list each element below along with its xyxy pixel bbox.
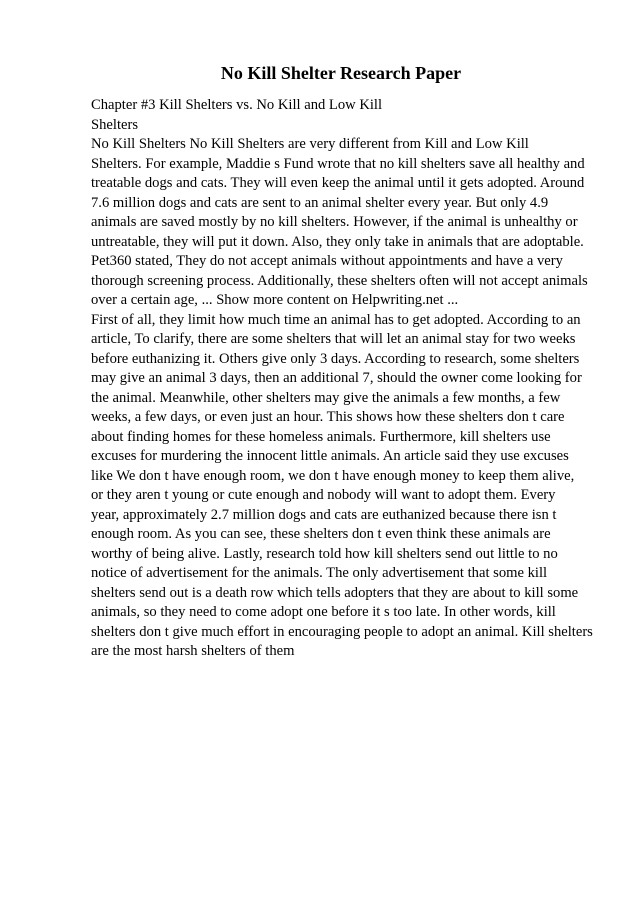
text-line: weeks, a few days, or even just an hour. This shows how these shelters don t care [91,409,565,425]
text-line: treatable dogs and cats. They will even keep the animal until it gets adopted. Around [91,175,585,191]
body-text [91,96,631,662]
text-line: thorough screening process. Additionally, these shelters often will not accept animals [91,272,588,289]
text-line: over a certain age, ... Show more content on Helpwriting.net ... [91,292,459,308]
page-title: No Kill Shelter Research Paper [220,63,462,83]
text-line: may give an animal 3 days, then an additional 7, should the owner come looking for [91,370,582,386]
text-line: Chapter #3 Kill Shelters vs. No Kill and Low Kill [91,97,383,113]
text-line: notice of advertisement for the animals. The only advertisement that some kill [91,565,548,581]
text-line: the animal. Meanwhile, other shelters may give the animals a few months, a few [91,389,561,406]
text-line: about finding homes for these homeless animals. Furthermore, kill shelters use [91,428,551,445]
text-line: shelters send out is a death row which tells adopters that they are about to kill some [91,584,579,601]
text-line: untreatable, they will put it down. Also, they only take in animals that are adoptable. [91,233,584,250]
text-line: Shelters. For example, Maddie s Fund wrote that no kill shelters save all healthy and [91,155,585,172]
text-line: excuses for murdering the innocent little animals. An article said they use excuses [91,448,569,464]
text-line: like We don t have enough room, we don t have enough money to keep them alive, [91,467,575,484]
text-line: No Kill Shelters No Kill Shelters are very different from Kill and Low Kill [91,136,529,152]
text-line: First of all, they limit how much time an animal has to get adopted. According to an [91,311,581,328]
text-line: or they aren t young or cute enough and nobody will want to adopt them. Every [91,487,556,503]
text-line: before euthanizing it. Others give only 3 days. According to research, some shelters [91,350,580,367]
text-line: animals, so they need to come adopt one before it s too late. In other words, kill [91,604,556,620]
text-line: enough room. As you can see, these shelters don t even think these animals are [91,526,551,542]
text-line: 7.6 million dogs and cats are sent to an animal shelter every year. But only 4.9 [91,194,549,211]
text-line: animals are saved mostly by no kill shelters. However, if the animal is unhealthy or [91,214,578,230]
text-line: shelters don t give much effort in encouraging people to adopt an animal. Kill shelters [91,623,593,640]
text-line: year, approximately 2.7 million dogs and cats are euthanized because there isn t [91,506,557,523]
text-line: Pet360 stated, They do not accept animals without appointments and have a very [91,253,563,269]
text-line: worthy of being alive. Lastly, research told how kill shelters send out little to no [91,545,558,562]
text-line: are the most harsh shelters of them [91,643,295,659]
text-line: Shelters [91,116,139,133]
text-line: article, To clarify, there are some shelters that will let an animal stay for two weeks [91,331,576,347]
